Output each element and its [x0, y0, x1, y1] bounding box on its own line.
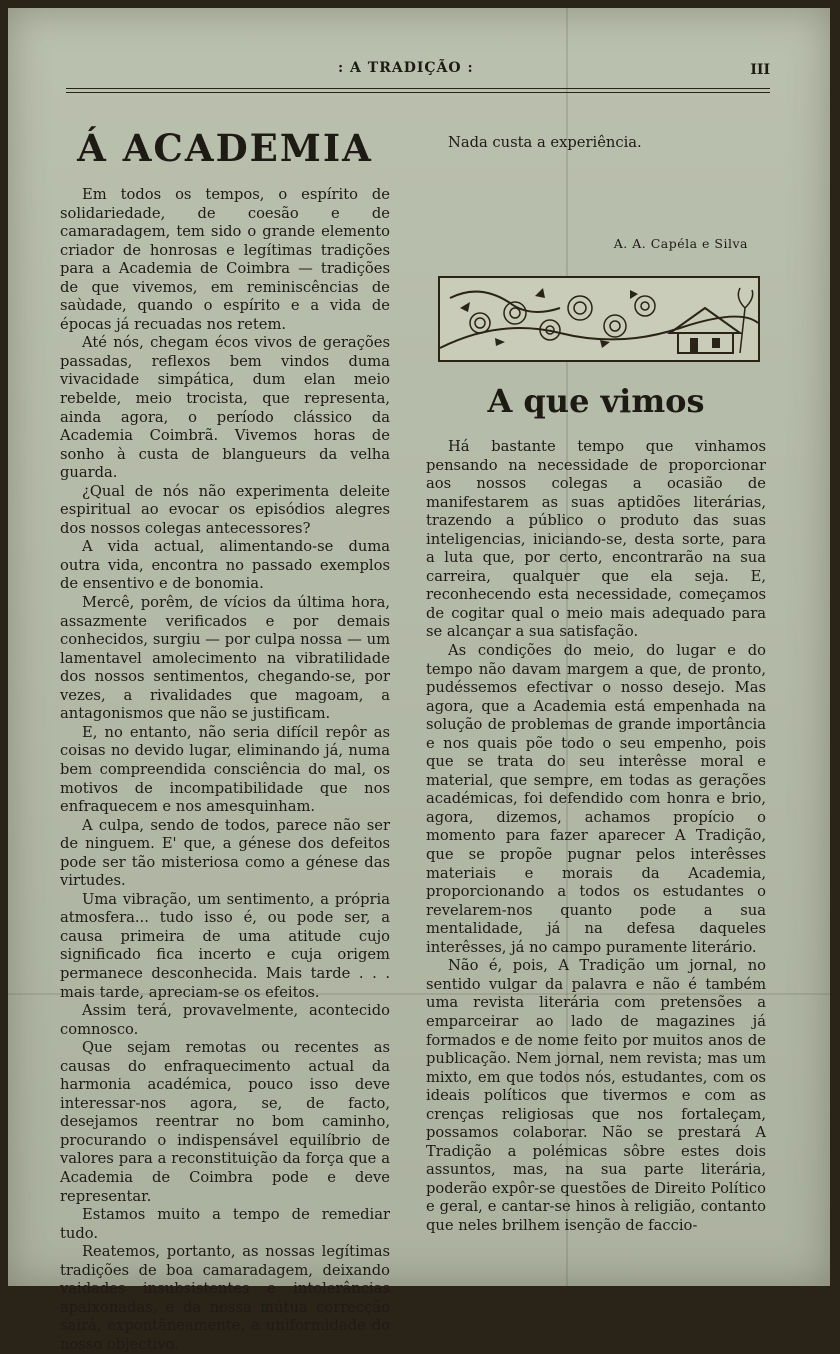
floral-vignette-icon: [438, 276, 760, 362]
paragraph: Que sejam remotas ou recentes as causas do enfraquecimento actual da harmonia académica, pouco isso deve interessar-nos agora, se, de facto, desejamos reentrar no bom caminho, procurando o indispensável equilíbrio de valores para a reconstituição da força que a Academia de Coimbra pode e deve representar.: [60, 1039, 390, 1205]
paragraph: Em todos os tempos, o espírito de solidariedade, de coesão e de camaradagem, tem sido o grande elemento criador de honrosas e legítimas tradições para a Academia de Coimbra — tradições de que vivemos, em reminiscências de saùdade, quando o espírito e a vida de épocas já recuadas nos retem.: [60, 186, 390, 333]
paragraph-continued: Reatemos, portanto, as nossas legítimas tradições de boa camaradagem, deixando vaidades insubsistentes e intolerâncias apaixonadas, e da nossa mútua correcção sairá, expontâneamente, a uniformidade do nosso objectivo.: [60, 1243, 390, 1353]
paragraph: Estamos muito a tempo de remediar tudo.: [60, 1206, 390, 1242]
page-header: [8, 58, 830, 82]
header-rule: [66, 88, 770, 89]
header-rule: [66, 92, 770, 93]
paragraph: As condições do meio, do lugar e do tempo não davam margem a que, de pronto, pudéssemos efectivar o nosso desejo. Mas agora, que a Academia está empenhada na solução de problemas de grande importância e nos quais põe todo o seu empenho, pois que se trata do seu interêsse moral e material, que sempre, em todas as gerações académicas, foi defendido com honra e brio, agora, dizemos, achamos propício o momento para fazer aparecer A Tradição, que se propõe pugnar pelos interêsses materiais e morais da Academia, proporcionando a todos os estudantes o revelarem-nos quanto pode a sua mentalidade, já na defesa daqueles interêsses, já no campo puramente literário.: [426, 642, 766, 956]
paragraph: Mercê, porêm, de vícios da última hora, assazmente verificados e por demais conhecidos, surgiu — por culpa nossa — um lamentavel amolecimento na vibratilidade dos nossos sentimentos, chegando-se, por vezes, a rivalidades que magoam, a antagonismos que não se justificam.: [60, 594, 390, 723]
page-number: III: [750, 62, 770, 78]
paragraph: ¿Qual de nós não experimenta deleite espiritual ao evocar os episódios alegres dos nossos colegas antecessores?: [60, 482, 390, 537]
paragraph: Nada custa a experiência.: [448, 134, 642, 151]
newspaper-page: [8, 8, 830, 1353]
paragraph: Assim terá, provavelmente, acontecido comnosco.: [60, 1002, 390, 1038]
paragraph: A culpa, sendo de todos, parece não ser de ninguem. E' que, a génese dos defeitos pode ser tão misteriosa como a génese das virtudes.: [60, 816, 390, 890]
article-academia-body: [60, 186, 390, 1354]
article-academia-continuation: [426, 134, 766, 153]
article-title-a-que-vimos: A que vimos: [487, 382, 705, 420]
article-title-academia: Á ACADEMIA: [77, 126, 373, 170]
article-a-que-vimos-body: [426, 438, 766, 1236]
paragraph: Não é, pois, A Tradição um jornal, no sentido vulgar da palavra e não é também uma revista literária com pretensões a emparceirar ao lado de magazines já formados e de nome feito por muitos anos de publicação. Nem jornal, nem revista; mas um mixto, em que todos nós, estudantes, com os ideais políticos que tivermos e com as crenças religiosas que nos fortaleçam, possamos colaborar. Não se prestará A Tradição a polémicas sôbre estes dois assuntos, mas, na sua parte literária, poderão expôr-se questões de Direito Político e geral, e cantar-se hinos à religião, contanto que neles brilhem isenção de faccio-: [426, 957, 766, 1234]
paragraph: Uma vibração, um sentimento, a própria atmosfera... tudo isso é, ou pode ser, a causa primeira de uma atitude cujo significado fica incerto e cuja origem permanece desconhecida. Mais tarde . . . mais tarde, apreciam-se os efeitos.: [60, 890, 390, 1001]
author-signature: A. A. Capéla e Silva: [613, 236, 748, 251]
newspaper-title: : A TRADIÇÃO :: [338, 60, 474, 76]
paragraph: A vida actual, alimentando-se duma outra vida, encontra no passado exemplos de ensentivo e de bonomia.: [60, 538, 390, 593]
paragraph: Há bastante tempo que vinhamos pensando na necessidade de proporcionar aos nossos colegas a ocasião de manifestarem as suas aptidões literárias, trazendo a público o produto das suas inteligencias, iniciando-se, desta sorte, para a luta que, por certo, encontrarão na sua carreira, qualquer que ela seja. E, reconhecendo esta necessidade, começamos de cogitar qual o meio mais adequado para se alcançar a sua satisfação.: [426, 438, 766, 641]
paragraph: Até nós, chegam écos vivos de gerações passadas, reflexos bem vindos duma vivacidade simpática, dum elan meio rebelde, meio trocista, que representa, ainda agora, o período clássico da Academia Coimbrã. Vivemos horas de sonho à custa de blangueurs da velha guarda.: [60, 334, 390, 482]
paragraph: E, no entanto, não seria difícil repôr as coisas no devido lugar, eliminando já, numa bem compreendida consciência do mal, os motivos de incompatibilidade que nos enfraquecem e nos amesquinham.: [60, 723, 390, 816]
